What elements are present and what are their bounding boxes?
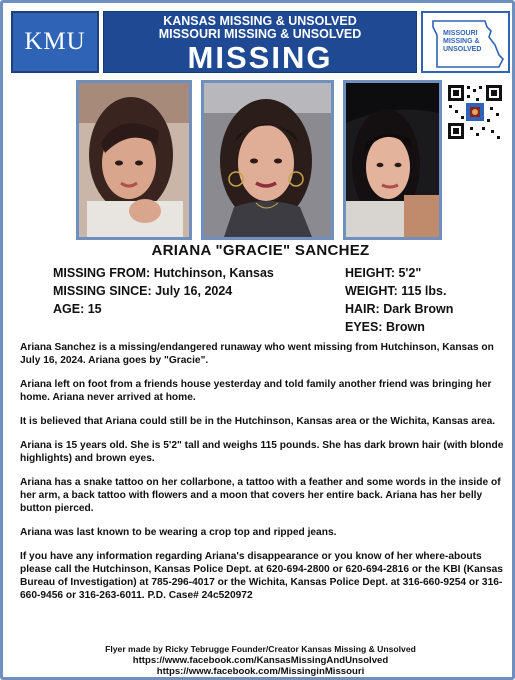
missouri-logo-text: MISSOURI MISSING & UNSOLVED [443,30,482,53]
detail-value: Brown [386,320,425,334]
kmu-logo-text: KMU [24,28,86,55]
detail-hair [345,300,453,318]
missing-person-photo-1 [76,80,192,240]
detail-missing-from [53,264,274,282]
missing-person-photo-2 [201,80,334,240]
paragraph-last-seen: Ariana left on foot from a friends house yesterday and told family another friend was bringing her home. Ariana never arrived at home. [20,379,492,403]
detail-label: HAIR: [345,302,380,316]
facebook-link-kansas[interactable]: https://www.facebook.com/KansasMissingAndUnsolved [132,655,389,666]
paragraph-tattoos: Ariana has a snake tattoo on her collarbone, a tattoo with a feather and some words in the inside of her arm, a back tattoo with flowers and a moon that covers her entire back. Ariana has her belly button pierced. [20,477,501,514]
header-banner [103,11,417,73]
detail-label: WEIGHT: [345,284,398,298]
paragraph-physical-description: Ariana is 15 years old. She is 5'2" tall and weighs 115 pounds. She has dark brown hair (with blonde highlights) and brown eyes. [20,440,504,464]
banner-title: MISSING [187,40,333,75]
detail-value: 115 lbs. [401,284,447,298]
paragraph-possible-location: It is believed that Ariana could still be in the Hutchinson, Kansas area or the Wichita, Kansas area. [20,416,496,427]
detail-age [53,300,274,318]
detail-weight [345,282,453,300]
description-body [20,341,504,602]
detail-height [345,264,453,282]
kmu-logo [11,11,99,73]
detail-label: HEIGHT: [345,266,395,280]
detail-label: EYES: [345,320,383,334]
flyer-credit: Flyer made by Ricky Tebrugge Founder/Creator Kansas Missing & Unsolved [105,644,416,654]
flyer-footer [3,644,515,677]
missouri-logo [421,11,510,73]
detail-value: Dark Brown [383,302,454,316]
detail-missing-since [53,282,274,300]
detail-value: 5'2" [398,266,422,280]
qr-code[interactable] [446,83,504,141]
paragraph-summary: Ariana Sanchez is a missing/endangered runaway who went missing from Hutchinson, Kansas on July 16, 2024. Ariana goes by "Gracie". [20,342,494,366]
detail-value: July 16, 2024 [155,284,233,298]
detail-label: AGE: [53,302,85,316]
facebook-link-missouri[interactable]: https://www.facebook.com/MissinginMissouri [156,666,365,677]
banner-line-missouri: MISSOURI MISSING & UNSOLVED [158,27,362,41]
detail-value: 15 [87,302,102,316]
flyer-header [11,11,510,75]
details-right [345,264,453,336]
banner-line-kansas: KANSAS MISSING & UNSOLVED [163,14,357,28]
paragraph-clothing: Ariana was last known to be wearing a crop top and ripped jeans. [20,527,337,538]
detail-label: MISSING FROM: [53,266,151,280]
missing-person-photo-3 [343,80,442,240]
detail-value: Hutchinson, Kansas [153,266,274,280]
detail-eyes [345,318,453,336]
detail-label: MISSING SINCE: [53,284,152,298]
details-left [53,264,274,318]
paragraph-contact-info: If you have any information regarding Ariana's disappearance or you know of her where-abouts please call the Hutchinson, Kansas Police Dept. at 620-694-2800 or 620-694-2816 or the KBI (Kansas Bureau of Investigation) at 785-296-4017 or the Wichita, Kansas Police Dept. at 316-660-9254 or 316-660-9456 or 316-263-6011. P.D. Case# 24c520972 [20,551,503,601]
missing-person-name: ARIANA "GRACIE" SANCHEZ [151,242,370,259]
qr-code-icon [446,83,504,141]
